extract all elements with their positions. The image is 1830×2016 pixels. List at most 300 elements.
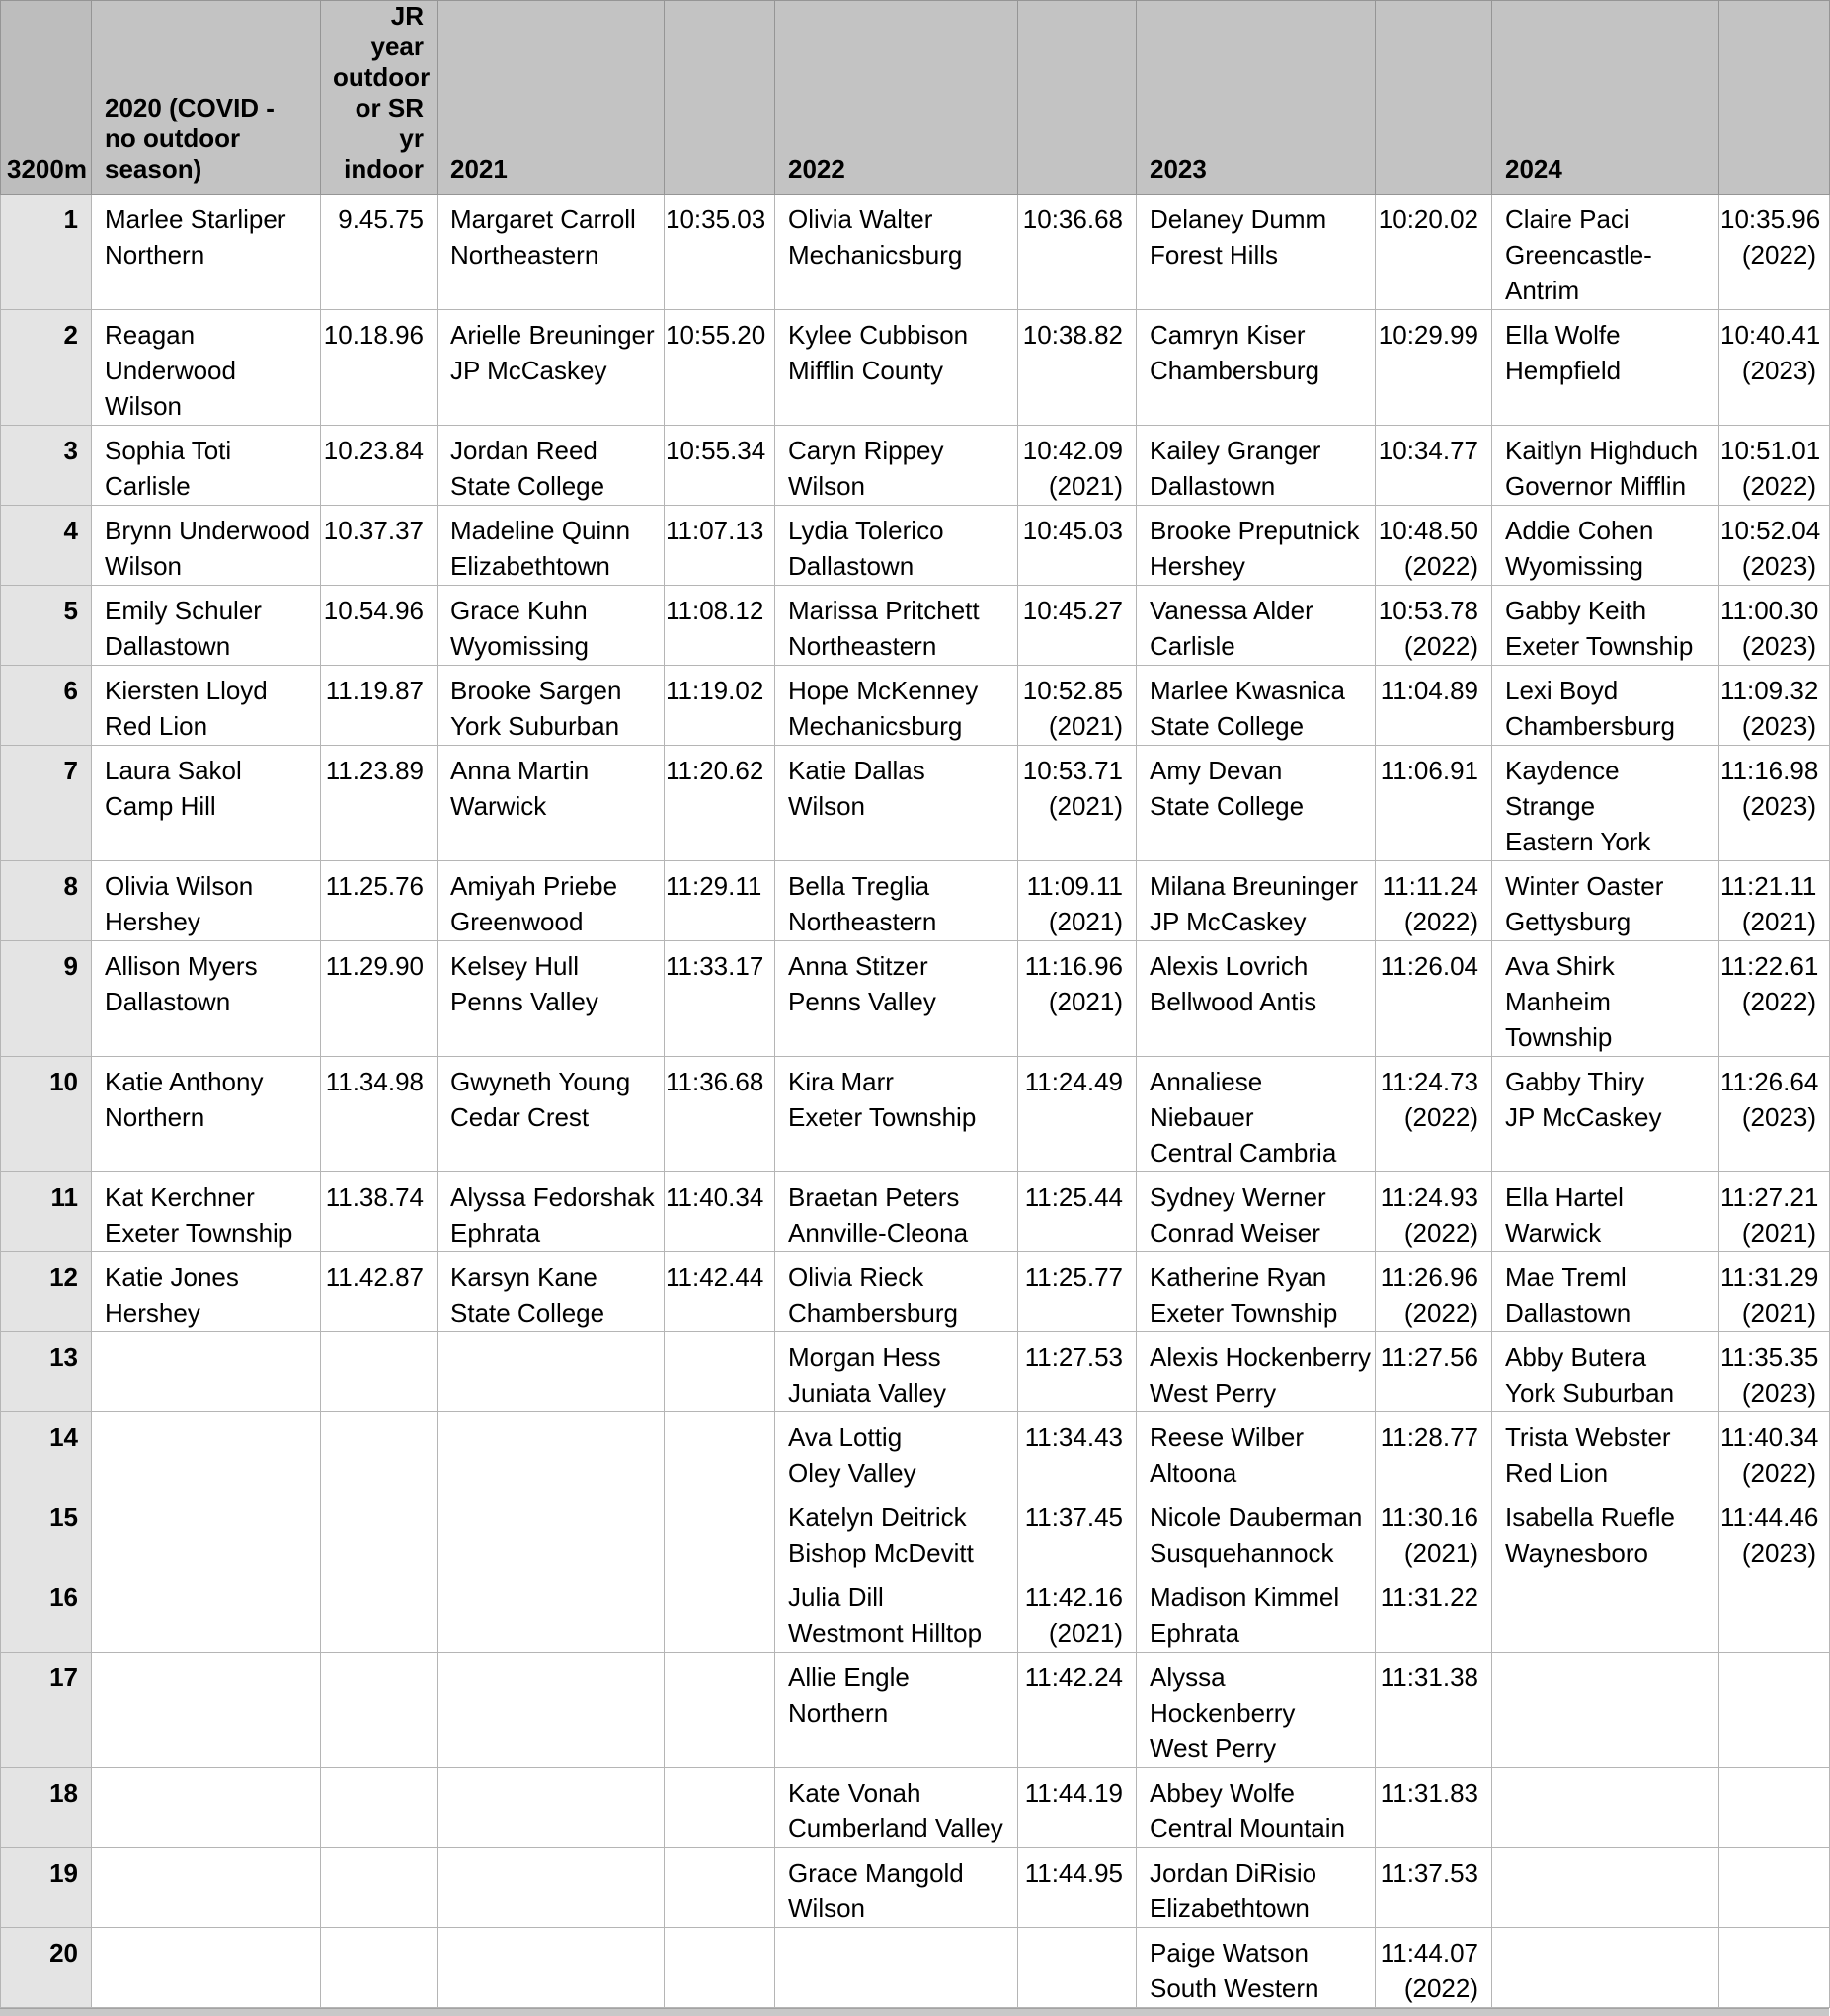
time-cell[interactable] <box>1376 1252 1492 1332</box>
athlete-cell[interactable] <box>1492 310 1719 426</box>
athlete-cell[interactable] <box>775 1252 1018 1332</box>
athlete-cell[interactable] <box>1492 1412 1719 1492</box>
athlete-school: Red Lion <box>105 711 208 741</box>
time-cell[interactable] <box>1376 310 1492 426</box>
rank-cell[interactable]: 12 <box>1 1252 92 1332</box>
time-cell[interactable] <box>1719 1768 1830 1848</box>
athlete-cell[interactable] <box>1492 746 1719 861</box>
athlete-name: Grace Mangold <box>788 1858 964 1888</box>
athlete-school: State College <box>450 471 605 501</box>
time-cell[interactable] <box>321 1412 438 1492</box>
time-value: 11:42.16 <box>1024 1582 1123 1612</box>
time-cell[interactable] <box>665 586 775 666</box>
athlete-cell[interactable] <box>1492 1172 1719 1252</box>
time-cell[interactable] <box>1018 941 1137 1057</box>
athlete-cell[interactable] <box>1492 1928 1719 2008</box>
athlete-cell[interactable] <box>438 506 665 586</box>
athlete-cell[interactable] <box>438 1848 665 1928</box>
time-year-note: (2021) <box>1741 1218 1816 1248</box>
time-cell[interactable] <box>1719 666 1830 746</box>
athlete-cell[interactable] <box>92 1252 321 1332</box>
time-cell[interactable] <box>1018 195 1137 310</box>
time-cell[interactable] <box>321 746 438 861</box>
athlete-name: Brooke Preputnick <box>1150 516 1360 545</box>
rank-cell[interactable]: 20 <box>1 1928 92 2008</box>
athlete-cell[interactable] <box>1137 1057 1376 1172</box>
table-row <box>1 506 1830 586</box>
time-cell[interactable] <box>1018 861 1137 941</box>
athlete-cell[interactable] <box>1137 1848 1376 1928</box>
time-value: 11:19.02 <box>666 676 764 705</box>
time-cell[interactable] <box>1719 1252 1830 1332</box>
athlete-cell[interactable] <box>92 1768 321 1848</box>
time-value: 11:42.24 <box>1024 1662 1123 1692</box>
time-cell[interactable] <box>665 426 775 506</box>
time-cell[interactable] <box>321 1848 438 1928</box>
time-value: 9.45.75 <box>338 204 424 234</box>
rank-cell[interactable]: 17 <box>1 1653 92 1768</box>
athlete-name: Anna Stitzer <box>788 951 928 981</box>
athlete-cell[interactable] <box>92 1172 321 1252</box>
time-cell[interactable] <box>321 310 438 426</box>
time-header-2024[interactable] <box>1719 1 1830 195</box>
time-cell[interactable] <box>1719 310 1830 426</box>
athlete-cell[interactable] <box>1492 1332 1719 1412</box>
rank-cell[interactable]: 8 <box>1 861 92 941</box>
time-cell[interactable] <box>1018 666 1137 746</box>
time-cell[interactable] <box>1018 1768 1137 1848</box>
athlete-cell[interactable] <box>1137 426 1376 506</box>
rank-cell[interactable]: 2 <box>1 310 92 426</box>
time-cell[interactable] <box>1719 1412 1830 1492</box>
time-cell[interactable] <box>1018 1252 1137 1332</box>
rank-cell[interactable]: 16 <box>1 1572 92 1653</box>
time-cell[interactable] <box>1018 506 1137 586</box>
athlete-cell[interactable] <box>92 1653 321 1768</box>
time-cell[interactable] <box>321 861 438 941</box>
athlete-name: Ella Hartel <box>1505 1182 1624 1212</box>
time-cell[interactable] <box>1719 746 1830 861</box>
athlete-name: Grace Kuhn <box>450 596 588 625</box>
athlete-name: Addie Cohen <box>1505 516 1654 545</box>
athlete-cell[interactable] <box>92 195 321 310</box>
athlete-school: West Perry <box>1150 1734 1277 1763</box>
athlete-cell[interactable] <box>438 1057 665 1172</box>
athlete-cell[interactable] <box>92 506 321 586</box>
athlete-cell[interactable] <box>1137 1172 1376 1252</box>
rank-cell[interactable]: 4 <box>1 506 92 586</box>
time-value: 11:21.11 <box>1720 871 1817 901</box>
athlete-cell[interactable] <box>775 1172 1018 1252</box>
time-cell[interactable] <box>1376 746 1492 861</box>
athlete-cell[interactable] <box>1137 1492 1376 1572</box>
athlete-cell[interactable] <box>92 746 321 861</box>
year-header-2024[interactable]: 2024 <box>1492 1 1719 195</box>
time-cell[interactable] <box>1376 1572 1492 1653</box>
athlete-cell[interactable] <box>1137 195 1376 310</box>
athlete-cell[interactable] <box>92 861 321 941</box>
athlete-cell[interactable] <box>438 666 665 746</box>
time-year-note: (2021) <box>1048 987 1123 1016</box>
rank-cell[interactable]: 13 <box>1 1332 92 1412</box>
time-cell[interactable] <box>665 1653 775 1768</box>
time-cell[interactable] <box>1018 1848 1137 1928</box>
athlete-cell[interactable] <box>775 586 1018 666</box>
time-cell[interactable] <box>1018 1653 1137 1768</box>
table-row <box>1 1057 1830 1172</box>
time-cell[interactable] <box>665 1572 775 1653</box>
time-value: 10.37.37 <box>323 516 424 545</box>
time-cell[interactable] <box>321 1252 438 1332</box>
time-cell[interactable] <box>1018 586 1137 666</box>
athlete-cell[interactable] <box>92 310 321 426</box>
table-row <box>1 861 1830 941</box>
time-cell[interactable] <box>1376 506 1492 586</box>
time-cell[interactable] <box>665 1252 775 1332</box>
athlete-school: Wilson <box>105 391 183 421</box>
athlete-cell[interactable] <box>92 1572 321 1653</box>
time-cell[interactable] <box>1719 1848 1830 1928</box>
time-cell[interactable] <box>1376 1928 1492 2008</box>
athlete-school: Hempfield <box>1505 356 1622 385</box>
athlete-name: Madeline Quinn <box>450 516 631 545</box>
athlete-name: Karsyn Kane <box>450 1262 597 1292</box>
athlete-cell[interactable] <box>775 941 1018 1057</box>
time-cell[interactable] <box>1376 861 1492 941</box>
time-cell[interactable] <box>665 310 775 426</box>
athlete-school: JP McCaskey <box>1505 1102 1662 1132</box>
athlete-cell[interactable] <box>1137 310 1376 426</box>
athlete-cell[interactable] <box>775 746 1018 861</box>
time-cell[interactable] <box>1018 1172 1137 1252</box>
athlete-cell[interactable] <box>775 1412 1018 1492</box>
year-header-2022[interactable]: 2022 <box>775 1 1018 195</box>
time-cell[interactable] <box>665 1928 775 2008</box>
time-cell[interactable] <box>1018 1928 1137 2008</box>
time-cell[interactable] <box>1719 1653 1830 1768</box>
rank-cell[interactable]: 1 <box>1 195 92 310</box>
athlete-cell[interactable] <box>1137 586 1376 666</box>
time-year-note: (2021) <box>1048 1618 1123 1648</box>
time-value: 11.19.87 <box>325 676 424 705</box>
athlete-cell[interactable] <box>1492 1572 1719 1653</box>
athlete-cell[interactable] <box>92 666 321 746</box>
athlete-name: Hope McKenney <box>788 676 979 705</box>
year-header-2023[interactable]: 2023 <box>1137 1 1376 195</box>
athlete-cell[interactable] <box>92 941 321 1057</box>
time-cell[interactable] <box>321 1172 438 1252</box>
athlete-cell[interactable] <box>438 1332 665 1412</box>
time-cell[interactable] <box>1018 1572 1137 1653</box>
time-cell[interactable] <box>1719 506 1830 586</box>
time-value: 10:20.02 <box>1378 204 1478 234</box>
time-cell[interactable] <box>1719 861 1830 941</box>
time-cell[interactable] <box>1376 1332 1492 1412</box>
athlete-cell[interactable] <box>775 1768 1018 1848</box>
athlete-cell[interactable] <box>775 666 1018 746</box>
athlete-school: Wyomissing <box>1505 551 1643 581</box>
time-cell[interactable] <box>665 1057 775 1172</box>
athlete-cell[interactable] <box>438 426 665 506</box>
athlete-school: Penns Valley <box>788 987 936 1016</box>
athlete-school: Penns Valley <box>450 987 598 1016</box>
athlete-name: Winter Oaster <box>1505 871 1664 901</box>
time-value: 11:26.04 <box>1380 951 1478 981</box>
athlete-cell[interactable] <box>92 426 321 506</box>
time-cell[interactable] <box>1719 941 1830 1057</box>
athlete-cell[interactable] <box>92 1848 321 1928</box>
athlete-cell[interactable] <box>438 310 665 426</box>
athlete-school: Chambersburg <box>788 1298 958 1328</box>
time-cell[interactable] <box>1376 1653 1492 1768</box>
athlete-cell[interactable] <box>775 1332 1018 1412</box>
time-cell[interactable] <box>321 586 438 666</box>
time-cell[interactable] <box>665 506 775 586</box>
time-cell[interactable] <box>321 1057 438 1172</box>
athlete-school: Hershey <box>1150 551 1245 581</box>
time-cell[interactable] <box>1018 1057 1137 1172</box>
athlete-cell[interactable] <box>775 1928 1018 2008</box>
time-header-2021[interactable] <box>665 1 775 195</box>
time-value: 11:31.83 <box>1380 1778 1478 1808</box>
athlete-cell[interactable] <box>775 506 1018 586</box>
athlete-cell[interactable] <box>92 1412 321 1492</box>
athlete-cell[interactable] <box>92 586 321 666</box>
athlete-cell[interactable] <box>438 1653 665 1768</box>
athlete-cell[interactable] <box>92 1492 321 1572</box>
time-cell[interactable] <box>665 195 775 310</box>
athlete-cell[interactable] <box>1492 1252 1719 1332</box>
time-value: 11:07.13 <box>666 516 764 545</box>
time-cell[interactable] <box>321 1768 438 1848</box>
time-cell[interactable] <box>1376 1057 1492 1172</box>
time-cell[interactable] <box>1018 426 1137 506</box>
athlete-school: Juniata Valley <box>788 1378 946 1408</box>
rank-cell[interactable]: 5 <box>1 586 92 666</box>
athlete-school: Central Cambria <box>1150 1138 1337 1168</box>
time-year-note: (2023) <box>1741 631 1816 661</box>
rank-cell[interactable]: 7 <box>1 746 92 861</box>
athlete-school: Camp Hill <box>105 791 216 821</box>
time-cell[interactable] <box>1376 666 1492 746</box>
athlete-cell[interactable] <box>775 1492 1018 1572</box>
rank-cell[interactable]: 11 <box>1 1172 92 1252</box>
athlete-cell[interactable] <box>438 1572 665 1653</box>
athlete-cell[interactable] <box>775 861 1018 941</box>
athlete-cell[interactable] <box>438 195 665 310</box>
time-value: 11:09.11 <box>1026 871 1123 901</box>
time-value: 11:42.44 <box>666 1262 764 1292</box>
time-cell[interactable] <box>321 941 438 1057</box>
time-value: 10:35.03 <box>666 204 766 234</box>
time-cell[interactable] <box>1719 426 1830 506</box>
time-cell[interactable] <box>321 426 438 506</box>
athlete-cell[interactable] <box>1137 1928 1376 2008</box>
athlete-cell[interactable] <box>1137 1412 1376 1492</box>
time-header-2022[interactable] <box>1018 1 1137 195</box>
time-cell[interactable] <box>321 1492 438 1572</box>
athlete-name: Amiyah Priebe <box>450 871 618 901</box>
athlete-cell[interactable] <box>1492 1492 1719 1572</box>
athlete-cell[interactable] <box>1137 1252 1376 1332</box>
time-cell[interactable] <box>1376 586 1492 666</box>
rank-cell[interactable]: 19 <box>1 1848 92 1928</box>
athlete-cell[interactable] <box>438 1252 665 1332</box>
athlete-cell[interactable] <box>1492 666 1719 746</box>
athlete-name: Katelyn Deitrick <box>788 1502 967 1532</box>
time-cell[interactable] <box>1376 941 1492 1057</box>
athlete-cell[interactable] <box>775 1572 1018 1653</box>
time-cell[interactable] <box>665 1412 775 1492</box>
rank-cell[interactable]: 6 <box>1 666 92 746</box>
time-cell[interactable] <box>1719 1572 1830 1653</box>
rank-cell[interactable]: 9 <box>1 941 92 1057</box>
time-cell[interactable] <box>321 1572 438 1653</box>
rank-cell[interactable]: 10 <box>1 1057 92 1172</box>
time-cell[interactable] <box>1719 195 1830 310</box>
time-cell[interactable] <box>1376 1848 1492 1928</box>
time-header-2020[interactable]: JR year outdoor or SR yr indoor <box>321 1 438 195</box>
time-value: 10:40.41 <box>1720 320 1821 350</box>
athlete-cell[interactable] <box>775 1057 1018 1172</box>
athlete-name: Ella Wolfe <box>1505 320 1621 350</box>
time-cell[interactable] <box>321 1928 438 2008</box>
time-cell[interactable] <box>1018 1412 1137 1492</box>
rank-cell[interactable]: 15 <box>1 1492 92 1572</box>
time-cell[interactable] <box>1719 1172 1830 1252</box>
time-value: 10:35.96 <box>1720 204 1821 234</box>
athlete-cell[interactable] <box>438 1412 665 1492</box>
athlete-cell[interactable] <box>1137 941 1376 1057</box>
time-cell[interactable] <box>1018 310 1137 426</box>
rank-cell[interactable]: 18 <box>1 1768 92 1848</box>
time-cell[interactable] <box>1376 195 1492 310</box>
athlete-cell[interactable] <box>775 310 1018 426</box>
athlete-school: Exeter Township <box>788 1102 977 1132</box>
time-cell[interactable] <box>1376 1172 1492 1252</box>
athlete-name: Abbey Wolfe <box>1150 1778 1295 1808</box>
athlete-cell[interactable] <box>775 426 1018 506</box>
athlete-cell[interactable] <box>438 1492 665 1572</box>
time-value: 11:25.77 <box>1024 1262 1123 1292</box>
athlete-cell[interactable] <box>1137 746 1376 861</box>
athlete-cell[interactable] <box>1492 506 1719 586</box>
year-header-2021[interactable]: 2021 <box>438 1 665 195</box>
time-cell[interactable] <box>665 1768 775 1848</box>
athlete-name: Julia Dill <box>788 1582 884 1612</box>
athlete-cell[interactable] <box>92 1928 321 2008</box>
athlete-school: Waynesboro <box>1505 1538 1648 1568</box>
time-cell[interactable] <box>321 1332 438 1412</box>
rank-cell[interactable]: 3 <box>1 426 92 506</box>
athlete-school: Exeter Township <box>1150 1298 1338 1328</box>
next-row-edge <box>0 2008 1829 2016</box>
athlete-cell[interactable] <box>1137 506 1376 586</box>
time-cell[interactable] <box>665 1492 775 1572</box>
athlete-cell[interactable] <box>1492 1768 1719 1848</box>
time-cell[interactable] <box>321 195 438 310</box>
time-cell[interactable] <box>1376 1492 1492 1572</box>
time-cell[interactable] <box>1719 1057 1830 1172</box>
time-cell[interactable] <box>665 1848 775 1928</box>
time-cell[interactable] <box>321 506 438 586</box>
athlete-cell[interactable] <box>1137 666 1376 746</box>
year-header-2020[interactable]: 2020 (COVID - no outdoor season) <box>92 1 321 195</box>
athlete-cell[interactable] <box>92 1057 321 1172</box>
athlete-cell[interactable] <box>775 195 1018 310</box>
athlete-school: South Western <box>1150 1974 1319 2003</box>
athlete-cell[interactable] <box>438 1928 665 2008</box>
time-header-2023[interactable] <box>1376 1 1492 195</box>
table-row <box>1 586 1830 666</box>
time-cell[interactable] <box>665 1172 775 1252</box>
athlete-name: Reagan Underwood <box>105 320 236 385</box>
athlete-cell[interactable] <box>438 586 665 666</box>
athlete-cell[interactable] <box>1492 1848 1719 1928</box>
athlete-cell[interactable] <box>1492 1057 1719 1172</box>
athlete-cell[interactable] <box>1492 586 1719 666</box>
time-cell[interactable] <box>665 1332 775 1412</box>
time-value: 10:45.27 <box>1022 596 1123 625</box>
time-cell[interactable] <box>1018 746 1137 861</box>
time-cell[interactable] <box>1376 1768 1492 1848</box>
athlete-cell[interactable] <box>1137 861 1376 941</box>
time-value: 11:20.62 <box>666 756 764 785</box>
time-value: 11:31.22 <box>1380 1582 1478 1612</box>
time-cell[interactable] <box>1018 1492 1137 1572</box>
time-cell[interactable] <box>1376 426 1492 506</box>
athlete-cell[interactable] <box>438 941 665 1057</box>
athlete-cell[interactable] <box>438 861 665 941</box>
athlete-school: Dallastown <box>105 987 231 1016</box>
time-cell[interactable] <box>665 861 775 941</box>
time-cell[interactable] <box>665 941 775 1057</box>
time-value: 11:26.64 <box>1720 1067 1819 1096</box>
rank-cell[interactable]: 14 <box>1 1412 92 1492</box>
athlete-cell[interactable] <box>438 1172 665 1252</box>
athlete-cell[interactable] <box>1492 1653 1719 1768</box>
athlete-cell[interactable] <box>438 1768 665 1848</box>
time-cell[interactable] <box>1719 1928 1830 2008</box>
time-cell[interactable] <box>1719 1492 1830 1572</box>
athlete-cell[interactable] <box>1492 941 1719 1057</box>
time-cell[interactable] <box>1719 586 1830 666</box>
athlete-cell[interactable] <box>1137 1768 1376 1848</box>
athlete-name: Katie Dallas <box>788 756 925 785</box>
athlete-cell[interactable] <box>1137 1572 1376 1653</box>
athlete-cell[interactable] <box>1492 195 1719 310</box>
athlete-cell[interactable] <box>1137 1653 1376 1768</box>
athlete-cell[interactable] <box>1137 1332 1376 1412</box>
time-cell[interactable] <box>1719 1332 1830 1412</box>
time-cell[interactable] <box>1018 1332 1137 1412</box>
athlete-cell[interactable] <box>438 746 665 861</box>
athlete-cell[interactable] <box>775 1848 1018 1928</box>
athlete-cell[interactable] <box>92 1332 321 1412</box>
time-cell[interactable] <box>665 746 775 861</box>
athlete-school: Cumberland Valley <box>788 1814 1003 1843</box>
time-cell[interactable] <box>1376 1412 1492 1492</box>
athlete-name: Kailey Granger <box>1150 436 1321 465</box>
time-value: 10:36.68 <box>1022 204 1123 234</box>
athlete-cell[interactable] <box>775 1653 1018 1768</box>
time-cell[interactable] <box>321 1653 438 1768</box>
time-cell[interactable] <box>321 666 438 746</box>
athlete-cell[interactable] <box>1492 861 1719 941</box>
time-cell[interactable] <box>665 666 775 746</box>
athlete-cell[interactable] <box>1492 426 1719 506</box>
event-label-cell[interactable]: 3200m <box>1 1 92 195</box>
